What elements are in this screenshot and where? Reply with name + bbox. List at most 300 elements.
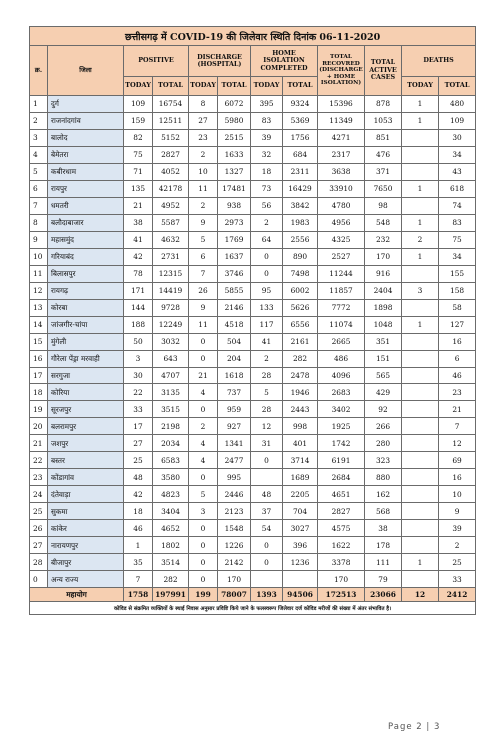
row-district: कांकेर <box>48 520 124 537</box>
row-deaths-today: 1 <box>402 112 439 129</box>
header-discharge-today: TODAY <box>189 77 218 96</box>
row-active: 170 <box>365 248 402 265</box>
table-row <box>30 435 476 452</box>
header-discharge-total: TOTAL <box>218 77 251 96</box>
row-deaths-today: 1 <box>402 180 439 197</box>
row-hi-today: 12 <box>251 418 283 435</box>
row-sn: 26 <box>30 520 48 537</box>
row-discharge-today: 8 <box>189 96 218 113</box>
row-sn: 23 <box>30 469 48 486</box>
row-discharge-today: 10 <box>189 163 218 180</box>
row-hi-today: 0 <box>251 554 283 571</box>
header-total-recovered: TOTAL RECOVRED (DISCHARGE + HOME ISOLATION) <box>318 46 365 96</box>
row-positive-total: 12315 <box>153 265 189 282</box>
totals-pos-total: 197991 <box>153 588 189 602</box>
row-hi-total: 2311 <box>283 163 318 180</box>
row-deaths-total: 2 <box>439 537 476 554</box>
row-discharge-today: 0 <box>189 350 218 367</box>
row-deaths-today <box>402 129 439 146</box>
row-district: दुर्ग <box>48 96 124 113</box>
row-deaths-today <box>402 350 439 367</box>
row-discharge-today: 4 <box>189 452 218 469</box>
row-hi-today: 28 <box>251 401 283 418</box>
row-hi-total <box>283 571 318 588</box>
row-hi-today: 18 <box>251 163 283 180</box>
row-hi-today: 0 <box>251 265 283 282</box>
row-deaths-total: 155 <box>439 265 476 282</box>
row-deaths-today: 2 <box>402 231 439 248</box>
row-total-recovered: 1742 <box>318 435 365 452</box>
row-positive-total: 12249 <box>153 316 189 333</box>
row-positive-today: 50 <box>124 333 153 350</box>
table-row <box>30 537 476 554</box>
row-positive-today: 144 <box>124 299 153 316</box>
row-discharge-today: 7 <box>189 265 218 282</box>
row-sn: 14 <box>30 316 48 333</box>
row-active: 916 <box>365 265 402 282</box>
row-active: 323 <box>365 452 402 469</box>
row-hi-today: 54 <box>251 520 283 537</box>
row-positive-total: 14419 <box>153 282 189 299</box>
row-discharge-today: 26 <box>189 282 218 299</box>
totals-recovered: 172513 <box>318 588 365 602</box>
row-district: जांजगीर-चांपा <box>48 316 124 333</box>
table-row <box>30 469 476 486</box>
row-positive-total: 2731 <box>153 248 189 265</box>
row-deaths-today: 3 <box>402 282 439 299</box>
row-deaths-today <box>402 486 439 503</box>
row-positive-today: 48 <box>124 469 153 486</box>
row-deaths-total: 6 <box>439 350 476 367</box>
table-row <box>30 571 476 588</box>
row-district: कोंडागांव <box>48 469 124 486</box>
row-positive-total: 16754 <box>153 96 189 113</box>
row-positive-today: 188 <box>124 316 153 333</box>
row-active: 1898 <box>365 299 402 316</box>
row-positive-today: 135 <box>124 180 153 197</box>
row-total-recovered: 2317 <box>318 146 365 163</box>
header-home-isolation: HOME ISOLATION COMPLETED <box>251 46 318 77</box>
row-discharge-today: 2 <box>189 197 218 214</box>
row-positive-total: 4652 <box>153 520 189 537</box>
row-active: 2404 <box>365 282 402 299</box>
row-hi-today: 31 <box>251 435 283 452</box>
row-hi-today: 37 <box>251 503 283 520</box>
row-total-recovered: 4575 <box>318 520 365 537</box>
page-number: Page 2 | 3 <box>388 722 441 732</box>
row-active: 266 <box>365 418 402 435</box>
row-positive-today: 17 <box>124 418 153 435</box>
row-deaths-total: 34 <box>439 146 476 163</box>
table-row <box>30 129 476 146</box>
row-total-recovered: 2665 <box>318 333 365 350</box>
row-deaths-total: 16 <box>439 333 476 350</box>
row-district: दंतेवाड़ा <box>48 486 124 503</box>
row-total-recovered: 15396 <box>318 96 365 113</box>
row-deaths-total: 109 <box>439 112 476 129</box>
row-hi-today: 5 <box>251 384 283 401</box>
row-hi-today: 2 <box>251 350 283 367</box>
row-deaths-today <box>402 265 439 282</box>
row-active: 38 <box>365 520 402 537</box>
row-deaths-today <box>402 452 439 469</box>
row-discharge-total: 5980 <box>218 112 251 129</box>
row-discharge-total: 927 <box>218 418 251 435</box>
row-sn: 9 <box>30 231 48 248</box>
row-discharge-total: 2142 <box>218 554 251 571</box>
row-hi-today: 28 <box>251 367 283 384</box>
row-discharge-total: 6072 <box>218 96 251 113</box>
row-active: 878 <box>365 96 402 113</box>
row-hi-total: 1946 <box>283 384 318 401</box>
row-positive-total: 3515 <box>153 401 189 418</box>
row-district: बिलासपुर <box>48 265 124 282</box>
row-discharge-total: 995 <box>218 469 251 486</box>
row-discharge-total: 1637 <box>218 248 251 265</box>
covid-district-report <box>29 26 475 615</box>
table-row <box>30 333 476 350</box>
row-discharge-total: 17481 <box>218 180 251 197</box>
row-deaths-total: 46 <box>439 367 476 384</box>
row-deaths-today <box>402 146 439 163</box>
row-discharge-today: 0 <box>189 571 218 588</box>
row-deaths-total: 618 <box>439 180 476 197</box>
table-row <box>30 316 476 333</box>
row-hi-total: 6002 <box>283 282 318 299</box>
row-deaths-total: 158 <box>439 282 476 299</box>
row-hi-total: 3842 <box>283 197 318 214</box>
row-positive-today: 171 <box>124 282 153 299</box>
row-hi-total: 998 <box>283 418 318 435</box>
row-discharge-today: 5 <box>189 231 218 248</box>
row-sn: 15 <box>30 333 48 350</box>
row-sn: 17 <box>30 367 48 384</box>
row-hi-today: 32 <box>251 146 283 163</box>
table-row <box>30 401 476 418</box>
row-deaths-today <box>402 537 439 554</box>
row-hi-total: 16429 <box>283 180 318 197</box>
row-discharge-today: 0 <box>189 554 218 571</box>
row-active: 151 <box>365 350 402 367</box>
row-total-recovered: 3402 <box>318 401 365 418</box>
row-discharge-today: 0 <box>189 469 218 486</box>
table-row <box>30 197 476 214</box>
row-discharge-total: 2446 <box>218 486 251 503</box>
row-active: 7650 <box>365 180 402 197</box>
row-hi-total: 890 <box>283 248 318 265</box>
row-deaths-total: 43 <box>439 163 476 180</box>
table-row <box>30 231 476 248</box>
row-hi-total: 396 <box>283 537 318 554</box>
district-rows <box>30 96 476 588</box>
table-row <box>30 418 476 435</box>
header-positive: POSITIVE <box>124 46 189 77</box>
row-hi-today: 64 <box>251 231 283 248</box>
row-positive-today: 7 <box>124 571 153 588</box>
row-discharge-total: 2123 <box>218 503 251 520</box>
row-hi-today: 0 <box>251 248 283 265</box>
table-row <box>30 163 476 180</box>
table-row <box>30 282 476 299</box>
row-hi-total: 6556 <box>283 316 318 333</box>
row-hi-total: 684 <box>283 146 318 163</box>
row-active: 548 <box>365 214 402 231</box>
row-deaths-today <box>402 401 439 418</box>
row-total-recovered: 1622 <box>318 537 365 554</box>
row-deaths-total: 9 <box>439 503 476 520</box>
table-row <box>30 350 476 367</box>
row-positive-total: 4052 <box>153 163 189 180</box>
row-deaths-today: 1 <box>402 96 439 113</box>
row-hi-total: 2161 <box>283 333 318 350</box>
totals-label: महायोग <box>30 588 124 602</box>
row-active: 232 <box>365 231 402 248</box>
row-hi-today: 2 <box>251 214 283 231</box>
row-positive-today: 109 <box>124 96 153 113</box>
row-active: 1053 <box>365 112 402 129</box>
row-deaths-total: 7 <box>439 418 476 435</box>
row-sn: 8 <box>30 214 48 231</box>
row-positive-today: 35 <box>124 554 153 571</box>
row-discharge-total: 2515 <box>218 129 251 146</box>
row-total-recovered: 33910 <box>318 180 365 197</box>
row-discharge-today: 0 <box>189 401 218 418</box>
row-discharge-today: 23 <box>189 129 218 146</box>
row-deaths-total: 83 <box>439 214 476 231</box>
row-sn: 27 <box>30 537 48 554</box>
row-positive-total: 5587 <box>153 214 189 231</box>
table-row <box>30 452 476 469</box>
row-district: बलरामपुर <box>48 418 124 435</box>
row-discharge-total: 1341 <box>218 435 251 452</box>
row-district: सुकमा <box>48 503 124 520</box>
row-positive-total: 3404 <box>153 503 189 520</box>
row-hi-today: 73 <box>251 180 283 197</box>
totals-pos-today: 1758 <box>124 588 153 602</box>
row-discharge-today: 0 <box>189 333 218 350</box>
row-active: 476 <box>365 146 402 163</box>
row-active: 1048 <box>365 316 402 333</box>
row-positive-total: 3032 <box>153 333 189 350</box>
row-deaths-total: 480 <box>439 96 476 113</box>
row-district: राजनांदगांव <box>48 112 124 129</box>
row-deaths-total: 69 <box>439 452 476 469</box>
row-total-recovered: 4325 <box>318 231 365 248</box>
totals-deaths-total: 2412 <box>439 588 476 602</box>
row-positive-total: 282 <box>153 571 189 588</box>
row-positive-total: 2827 <box>153 146 189 163</box>
row-total-recovered: 11349 <box>318 112 365 129</box>
header-hi-today: TODAY <box>251 77 283 96</box>
table-row <box>30 214 476 231</box>
table-row <box>30 265 476 282</box>
row-discharge-total: 170 <box>218 571 251 588</box>
row-sn: 1 <box>30 96 48 113</box>
row-hi-today <box>251 469 283 486</box>
row-discharge-total: 204 <box>218 350 251 367</box>
row-discharge-total: 1327 <box>218 163 251 180</box>
row-district: सूरजपुर <box>48 401 124 418</box>
row-district: बलौदाबाजार <box>48 214 124 231</box>
row-deaths-total: 75 <box>439 231 476 248</box>
row-sn: 2 <box>30 112 48 129</box>
row-deaths-today <box>402 418 439 435</box>
row-total-recovered: 11244 <box>318 265 365 282</box>
row-total-recovered: 4956 <box>318 214 365 231</box>
row-active: 98 <box>365 197 402 214</box>
table-row <box>30 96 476 113</box>
row-hi-total: 2205 <box>283 486 318 503</box>
row-total-recovered: 4651 <box>318 486 365 503</box>
row-hi-total: 7498 <box>283 265 318 282</box>
row-positive-today: 75 <box>124 146 153 163</box>
row-sn: 7 <box>30 197 48 214</box>
row-sn: 16 <box>30 350 48 367</box>
row-total-recovered: 2683 <box>318 384 365 401</box>
row-sn: 20 <box>30 418 48 435</box>
row-positive-today: 159 <box>124 112 153 129</box>
header-deaths-total: TOTAL <box>439 77 476 96</box>
row-positive-total: 4632 <box>153 231 189 248</box>
row-discharge-today: 5 <box>189 486 218 503</box>
row-active: 429 <box>365 384 402 401</box>
row-deaths-today <box>402 435 439 452</box>
row-discharge-total: 2146 <box>218 299 251 316</box>
header-positive-total: TOTAL <box>153 77 189 96</box>
row-total-recovered: 2684 <box>318 469 365 486</box>
row-discharge-total: 737 <box>218 384 251 401</box>
row-deaths-today <box>402 333 439 350</box>
row-district: रायपुर <box>48 180 124 197</box>
row-hi-today: 41 <box>251 333 283 350</box>
row-total-recovered: 4780 <box>318 197 365 214</box>
row-deaths-total: 25 <box>439 554 476 571</box>
row-sn: 0 <box>30 571 48 588</box>
row-total-recovered: 1925 <box>318 418 365 435</box>
row-deaths-today <box>402 520 439 537</box>
row-discharge-today: 21 <box>189 367 218 384</box>
row-discharge-total: 1769 <box>218 231 251 248</box>
row-total-recovered: 11074 <box>318 316 365 333</box>
row-hi-total: 2443 <box>283 401 318 418</box>
header-total-active: TOTAL ACTIVE CASES <box>365 46 402 96</box>
row-deaths-total: 34 <box>439 248 476 265</box>
row-deaths-total: 10 <box>439 486 476 503</box>
row-sn: 21 <box>30 435 48 452</box>
row-positive-total: 1802 <box>153 537 189 554</box>
row-deaths-total: 30 <box>439 129 476 146</box>
row-positive-total: 4952 <box>153 197 189 214</box>
row-discharge-today: 2 <box>189 146 218 163</box>
row-hi-today: 83 <box>251 112 283 129</box>
row-positive-total: 4823 <box>153 486 189 503</box>
row-hi-today: 39 <box>251 129 283 146</box>
row-positive-today: 1 <box>124 537 153 554</box>
table-row <box>30 146 476 163</box>
row-active: 280 <box>365 435 402 452</box>
row-hi-total: 1236 <box>283 554 318 571</box>
row-sn: 6 <box>30 180 48 197</box>
row-positive-total: 3580 <box>153 469 189 486</box>
row-positive-total: 42178 <box>153 180 189 197</box>
row-deaths-today: 1 <box>402 316 439 333</box>
row-positive-today: 18 <box>124 503 153 520</box>
row-discharge-today: 11 <box>189 316 218 333</box>
row-district: कोरबा <box>48 299 124 316</box>
row-hi-total: 2478 <box>283 367 318 384</box>
table-row <box>30 367 476 384</box>
row-sn: 13 <box>30 299 48 316</box>
row-total-recovered: 3638 <box>318 163 365 180</box>
row-discharge-total: 959 <box>218 401 251 418</box>
row-active: 351 <box>365 333 402 350</box>
totals-row <box>30 588 476 602</box>
row-district: अन्य राज्य <box>48 571 124 588</box>
row-hi-today: 95 <box>251 282 283 299</box>
row-active: 178 <box>365 537 402 554</box>
row-discharge-today: 11 <box>189 180 218 197</box>
footnote: कोविड से संक्रमित व्यक्तियों के स्थाई निवास अनुसार प्रविष्टि किये जाने के फलस्वरूप जिलेवार दर्ज कोविड मरीजों की संख्या में अंतर संभावित है। <box>30 602 476 615</box>
totals-hi-today: 1393 <box>251 588 283 602</box>
header-hi-total: TOTAL <box>283 77 318 96</box>
row-positive-total: 2198 <box>153 418 189 435</box>
row-discharge-today: 0 <box>189 520 218 537</box>
row-discharge-total: 4518 <box>218 316 251 333</box>
row-total-recovered: 4096 <box>318 367 365 384</box>
row-hi-today: 395 <box>251 96 283 113</box>
row-deaths-today <box>402 503 439 520</box>
row-total-recovered: 2527 <box>318 248 365 265</box>
row-deaths-total: 16 <box>439 469 476 486</box>
row-deaths-today <box>402 469 439 486</box>
district-status-table <box>29 26 476 615</box>
row-positive-total: 5152 <box>153 129 189 146</box>
row-discharge-today: 0 <box>189 537 218 554</box>
row-discharge-today: 9 <box>189 299 218 316</box>
row-district: रायगढ़ <box>48 282 124 299</box>
row-sn: 11 <box>30 265 48 282</box>
row-positive-today: 41 <box>124 231 153 248</box>
row-district: बीजापुर <box>48 554 124 571</box>
row-sn: 24 <box>30 486 48 503</box>
row-positive-today: 42 <box>124 248 153 265</box>
row-positive-total: 3514 <box>153 554 189 571</box>
row-positive-today: 3 <box>124 350 153 367</box>
row-district: महासमुंद <box>48 231 124 248</box>
row-active: 565 <box>365 367 402 384</box>
table-row <box>30 299 476 316</box>
row-district: गौरेला पेंड्रा मरवाही <box>48 350 124 367</box>
row-sn: 18 <box>30 384 48 401</box>
header-discharge: DISCHARGE (HOSPITAL) <box>189 46 251 77</box>
row-positive-total: 643 <box>153 350 189 367</box>
row-active: 79 <box>365 571 402 588</box>
row-positive-today: 42 <box>124 486 153 503</box>
row-total-recovered: 4271 <box>318 129 365 146</box>
row-deaths-today <box>402 299 439 316</box>
totals-dis-total: 78007 <box>218 588 251 602</box>
row-sn: 5 <box>30 163 48 180</box>
row-active: 92 <box>365 401 402 418</box>
row-positive-today: 22 <box>124 384 153 401</box>
row-sn: 3 <box>30 129 48 146</box>
totals-active: 23066 <box>365 588 402 602</box>
row-hi-total: 1689 <box>283 469 318 486</box>
row-active: 371 <box>365 163 402 180</box>
table-row <box>30 248 476 265</box>
row-positive-total: 6583 <box>153 452 189 469</box>
row-sn: 10 <box>30 248 48 265</box>
